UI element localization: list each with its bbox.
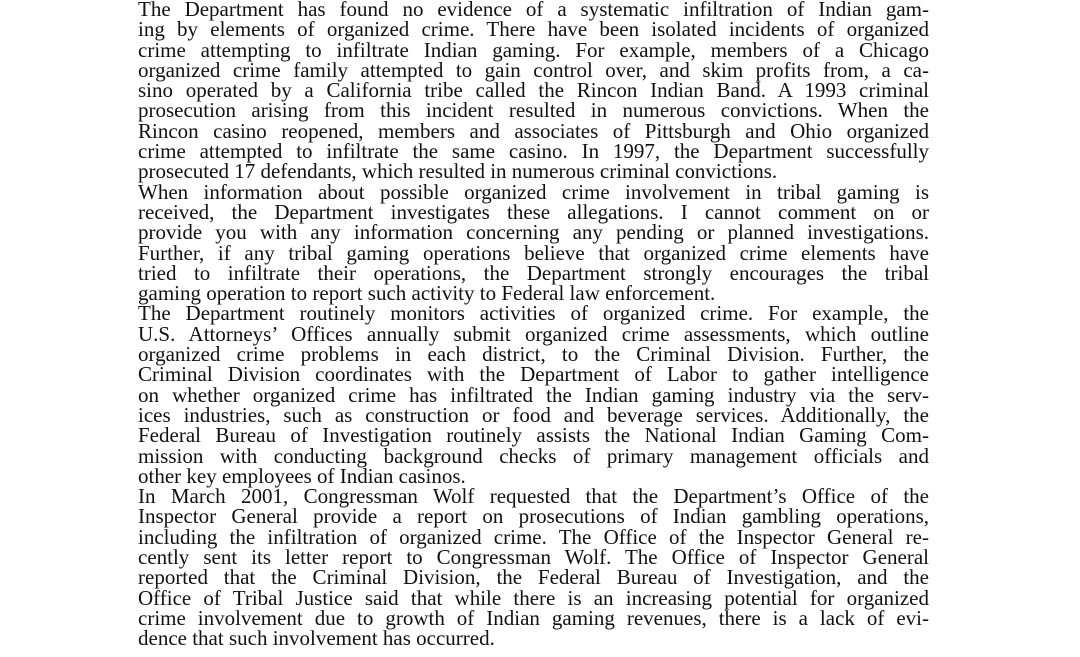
text-line: crime attempted to infiltrate the same casino. In 1997, the Department successfully xyxy=(138,139,929,164)
text-line: In March 2001, Congressman Wolf requested that the Department’s Office of the xyxy=(138,484,929,509)
paragraph-3 xyxy=(117,303,929,486)
text-line: sino operated by a California tribe called the Rincon Indian Band. A 1993 criminal xyxy=(138,78,929,103)
paragraph-2 xyxy=(117,179,929,306)
text-line: reported that the Criminal Division, the Federal Bureau of Investigation, and the xyxy=(138,565,929,590)
text-line: crime involvement due to growth of Indian gaming revenues, there is a lack of evi- xyxy=(138,605,929,630)
text-line: Further, if any tribal gaming operations believe that organized crime elements have xyxy=(138,240,929,265)
text-line: Rincon casino reopened, members and associates of Pittsburgh and Ohio organized xyxy=(138,118,929,143)
text-line: mission with conducting background checks of primary management officials and xyxy=(138,443,929,468)
text-line: Inspector General provide a report on prosecutions of Indian gambling operations, xyxy=(138,504,929,529)
paragraph-1 xyxy=(117,0,929,182)
text-line: organized crime family attempted to gain control over, and skim profits from, a ca- xyxy=(138,57,929,82)
text-line: The Department routinely monitors activities of organized crime. For example, the xyxy=(138,301,929,326)
text-line: prosecution arising from this incident resulted in numerous convictions. When the xyxy=(138,98,929,123)
text-line: gaming operation to report such activity to Federal law enforcement. xyxy=(138,281,716,306)
text-line: prosecuted 17 defendants, which resulted in numerous criminal convictions. xyxy=(138,159,778,184)
text-line: other key employees of Indian casinos. xyxy=(138,463,466,488)
text-line: on whether organized crime has infiltrated the Indian gaming industry via the serv- xyxy=(138,382,929,407)
text-line: organized crime problems in each district, to the Criminal Division. Further, the xyxy=(138,342,929,367)
text-line: including the infiltration of organized crime. The Office of the Inspector General re- xyxy=(138,524,929,549)
text-line: U.S. Attorneys’ Offices annually submit organized crime assessments, which outline xyxy=(138,321,929,346)
text-line: Office of Tribal Justice said that while there is an increasing potential for organized xyxy=(138,585,929,610)
text-line: dence that such involvement has occurred. xyxy=(138,626,495,651)
text-line: cently sent its letter report to Congressman Wolf. The Office of Inspector General xyxy=(138,545,929,570)
text-line: Criminal Division coordinates with the Department of Labor to gather intelligence xyxy=(138,362,929,387)
text-line: Federal Bureau of Investigation routinely assists the National Indian Gaming Com- xyxy=(138,423,929,448)
paragraph-4 xyxy=(117,484,929,651)
text-line: received, the Department investigates these allegations. I cannot comment on or xyxy=(138,199,929,224)
text-line: ing by elements of organized crime. There have been isolated incidents of organized xyxy=(138,17,929,42)
document-page xyxy=(117,0,929,649)
text-line: tried to infiltrate their operations, the Department strongly encourages the tribal xyxy=(138,260,929,285)
text-line: provide you with any information concerning any pending or planned investigations. xyxy=(138,220,929,245)
text-line: When information about possible organized crime involvement in tribal gaming is xyxy=(138,179,929,204)
text-line: crime attempting to infiltrate Indian gaming. For example, members of a Chicago xyxy=(138,37,929,62)
text-line: ices industries, such as construction or food and beverage services. Additionally, the xyxy=(138,402,929,427)
text-line: The Department has found no evidence of a systematic infiltration of Indian gam- xyxy=(138,0,929,21)
